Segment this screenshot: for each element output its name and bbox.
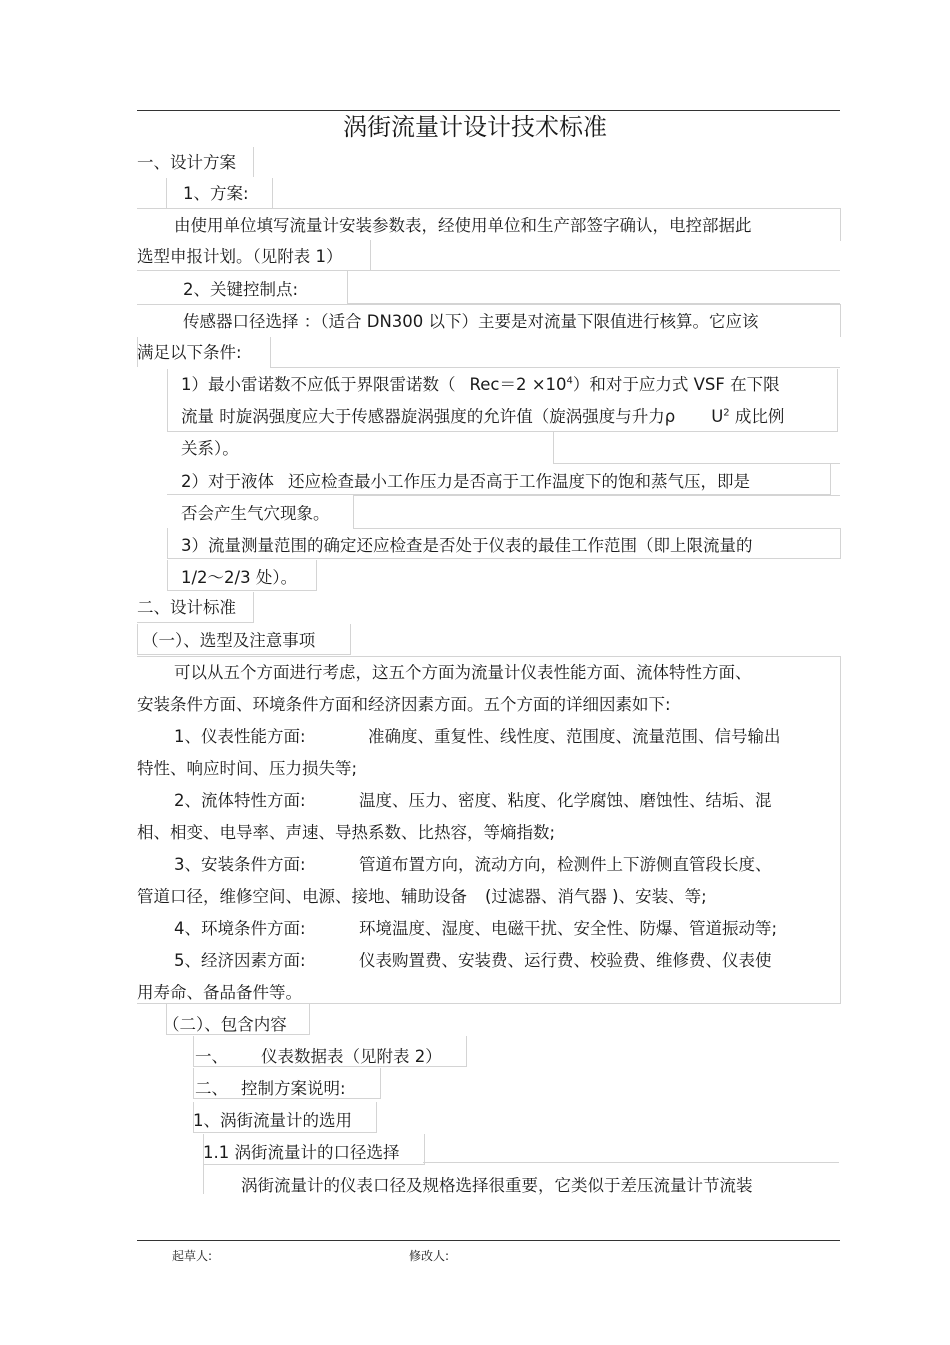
item-text: 控制方案说明: bbox=[241, 1079, 346, 1098]
factor-2 bbox=[174, 791, 772, 811]
condition-text: 还应检查最小工作压力是否高于工作温度下的饱和蒸气压，即是 bbox=[288, 472, 750, 491]
modifier-label: 修改人: bbox=[409, 1249, 450, 1263]
paragraph-line: 由使用单位填写流量计安装参数表，经使用单位和生产部签字确认，电控部据此 bbox=[174, 216, 752, 235]
factor-label: 5、经济因素方面: bbox=[174, 951, 306, 970]
factor-4 bbox=[174, 919, 777, 939]
paragraph-line: 特性、响应时间、压力损失等; bbox=[137, 759, 358, 778]
item-text: 仪表数据表（见附表 2） bbox=[261, 1047, 442, 1066]
velocity-symbol: U bbox=[711, 407, 724, 426]
condition-text: 流量 时旋涡强度应大于传感器旋涡强度的允许值（旋涡强度与升力ρ bbox=[181, 407, 676, 426]
factor-label: 4、环境条件方面: bbox=[174, 919, 306, 938]
paragraph-line: 用寿命、备品备件等。 bbox=[137, 983, 302, 1002]
exponent: 2 bbox=[723, 407, 730, 419]
paragraph-line: 可以从五个方面进行考虑，这五个方面为流量计仪表性能方面、流体特性方面、 bbox=[174, 663, 752, 682]
condition-text: 1）最小雷诺数不应低于界限雷诺数（ bbox=[181, 375, 456, 394]
factor-label: 2、流体特性方面: bbox=[174, 791, 306, 810]
exponent: 4 bbox=[566, 375, 573, 387]
factor-text: 管道布置方向，流动方向，检测件上下游侧直管段长度、 bbox=[359, 855, 772, 874]
content-item-1 bbox=[195, 1047, 442, 1067]
header-rule bbox=[137, 110, 840, 111]
item-number: 一、 bbox=[195, 1047, 228, 1066]
paragraph-line: 涡街流量计的仪表口径及规格选择很重要，它类似于差压流量计节流装 bbox=[241, 1176, 753, 1195]
factor-1 bbox=[174, 727, 781, 747]
frame bbox=[423, 1162, 839, 1163]
condition-text: ）和对于应力式 VSF 在下限 bbox=[572, 375, 780, 394]
frame bbox=[347, 270, 840, 304]
frame bbox=[553, 431, 840, 464]
paragraph-line: 相、相变、电导率、声速、导热系数、比热容，等熵指数; bbox=[137, 823, 556, 842]
factor-3-line-2 bbox=[137, 887, 707, 907]
paragraph-line: 选型申报计划。（见附表 1） bbox=[137, 247, 343, 266]
subsection-heading: 1.1 涡街流量计的口径选择 bbox=[203, 1143, 400, 1162]
condition-2-line-1 bbox=[181, 472, 750, 492]
condition-1-line-1 bbox=[181, 375, 780, 395]
condition-text: 成比例 bbox=[729, 407, 785, 426]
factor-text: 准确度、重复性、线性度、范围度、流量范围、信号输出 bbox=[368, 727, 781, 746]
factor-text: 仪表购置费、安装费、运行费、校验费、维修费、仪表使 bbox=[359, 951, 772, 970]
factor-label: 1、仪表性能方面: bbox=[174, 727, 306, 746]
condition-2-line-2: 否会产生气穴现象。 bbox=[181, 504, 330, 523]
factor-text: 管道口径，维修空间、电源、接地、辅助设备 bbox=[137, 887, 467, 906]
document-title: 涡街流量计设计技术标准 bbox=[343, 113, 607, 141]
drafter-label: 起草人: bbox=[172, 1249, 213, 1263]
condition-1-line-2 bbox=[181, 407, 784, 427]
subsection-heading: 1、涡街流量计的选用 bbox=[193, 1111, 352, 1130]
factor-5 bbox=[174, 951, 772, 971]
section-heading: 二、设计标准 bbox=[137, 598, 236, 617]
item-number: 二、 bbox=[195, 1079, 228, 1098]
footer-rule bbox=[137, 1240, 840, 1241]
paragraph-line: 传感器口径选择 ：（适合 DN300 以下）主要是对流量下限值进行核算。它应该 bbox=[183, 312, 759, 331]
condition-3-line-1: 3）流量测量范围的确定还应检查是否处于仪表的最佳工作范围（即上限流量的 bbox=[181, 536, 753, 555]
condition-3-line-2: 1/2～2/3 处）。 bbox=[181, 568, 298, 587]
factor-3 bbox=[174, 855, 772, 875]
frame bbox=[270, 337, 840, 368]
factor-text: 环境温度、湿度、电磁干扰、安全性、防爆、管道振动等; bbox=[359, 919, 778, 938]
subsection-heading: 2、关键控制点: bbox=[183, 280, 299, 299]
subsection-heading: （一）、选型及注意事项 bbox=[142, 631, 316, 650]
condition-text: 2）对于液体 bbox=[181, 472, 274, 491]
frame bbox=[203, 1164, 204, 1194]
section-heading: 一、设计方案 bbox=[137, 153, 236, 172]
paragraph-line: 安装条件方面、环境条件方面和经济因素方面。五个方面的详细因素如下: bbox=[137, 695, 671, 714]
subsection-heading: 1、方案: bbox=[183, 184, 249, 203]
factor-text: 温度、压力、密度、粘度、化学腐蚀、磨蚀性、结垢、混 bbox=[359, 791, 772, 810]
factor-label: 3、安装条件方面: bbox=[174, 855, 306, 874]
subsection-heading: （二）、包含内容 bbox=[163, 1015, 287, 1034]
condition-1-line-3: 关系）。 bbox=[181, 439, 239, 458]
paragraph-line: 满足以下条件: bbox=[137, 343, 242, 362]
content-item-2 bbox=[195, 1079, 346, 1099]
factor-text: (过滤器、消气器 )、安装、等; bbox=[485, 887, 707, 906]
frame bbox=[353, 495, 840, 529]
reynolds-formula: Rec＝2 ×10 bbox=[469, 375, 567, 394]
